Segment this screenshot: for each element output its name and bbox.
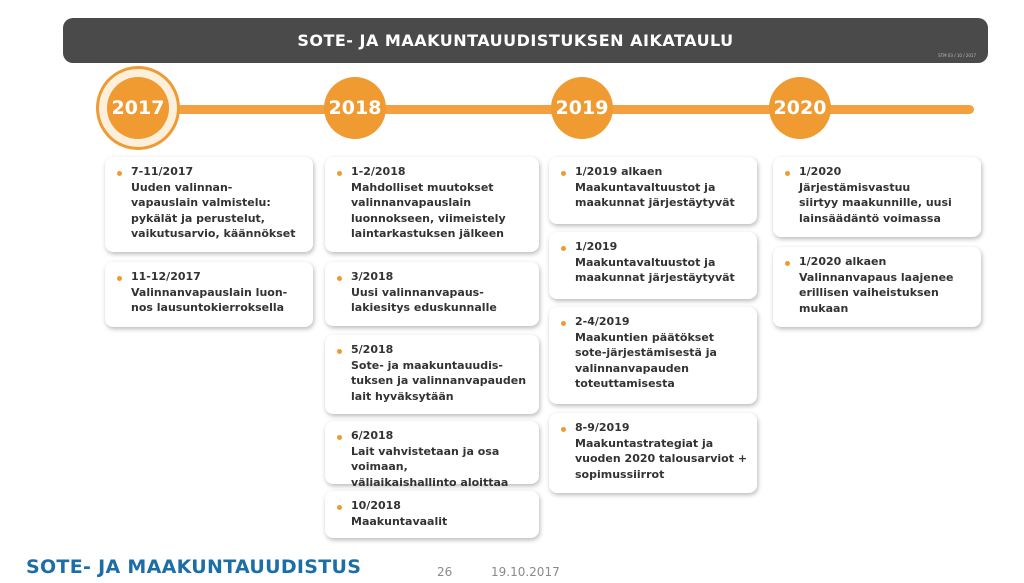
card-text: 11-12/2017 Valinnanvapauslain luon- nos lausuntokierroksella (131, 270, 288, 314)
card-text: 8-9/2019 Maakuntastrategiat ja vuoden 2020 talousarviot + sopimussiirrot (575, 421, 748, 481)
bullet-icon (117, 276, 122, 281)
timeline-card (549, 232, 757, 299)
year-circle-2019: 2019 (551, 77, 613, 139)
bullet-icon (561, 171, 566, 176)
bullet-icon (561, 427, 566, 432)
card-text: 10/2018 Maakuntavaalit (351, 499, 448, 528)
bullet-icon (785, 261, 790, 266)
year-circle-2020: 2020 (769, 77, 831, 139)
card-text: 3/2018 Uusi valinnanvapaus- lakiesitys eduskunnalle (351, 270, 497, 314)
card-text: 1-2/2018 Mahdolliset muutokset valinnanvapauslain luonnokseen, viimeistely laintarkastuksen jälkeen (351, 165, 506, 240)
timeline-card (325, 335, 539, 414)
timeline-card (773, 157, 981, 237)
bullet-icon (561, 321, 566, 326)
timeline-card (325, 157, 539, 252)
timeline-card (325, 491, 539, 538)
slide-title: SOTE- JA MAAKUNTAUUDISTUKSEN AIKATAULU (297, 31, 734, 50)
card-text: 1/2019 Maakuntavaltuustot ja maakunnat järjestäytyvät (575, 240, 735, 284)
timeline-card (105, 157, 313, 252)
timeline-card (773, 247, 981, 327)
timeline-card (549, 157, 757, 224)
year-circle-2018: 2018 (324, 77, 386, 139)
timeline-card (549, 307, 757, 404)
timeline-card (549, 413, 757, 493)
bullet-icon (337, 171, 342, 176)
footer-brand: SOTE- JA MAAKUNTAUUDISTUS (26, 556, 362, 578)
bullet-icon (337, 276, 342, 281)
card-text: 1/2020 Järjestämisvastuu siirtyy maakunnille, uusi lainsäädäntö voimassa (799, 165, 952, 225)
bullet-icon (337, 505, 342, 510)
timeline-card (325, 262, 539, 326)
timeline-card (105, 262, 313, 327)
timeline-card (325, 421, 539, 489)
card-text: 7-11/2017 Uuden valinnan- vapauslain valmistelu: pykälät ja perustelut, vaikutusarvio, käännökset (131, 165, 296, 240)
title-bar (63, 18, 988, 63)
bullet-icon (337, 349, 342, 354)
card-text: 6/2018 Lait vahvistetaan ja osa voimaan, väliaikaishallinto aloittaa (351, 429, 509, 489)
year-circle-2017: 2017 (107, 77, 169, 139)
card-text: 5/2018 Sote- ja maakuntauudis- tuksen ja valinnanvapauden lait hyväksytään (351, 343, 527, 403)
page-number: 26 (437, 565, 453, 579)
bullet-icon (785, 171, 790, 176)
card-text: 2-4/2019 Maakuntien päätökset sote-järjestämisestä ja valinnanvapauden toteuttamisesta (575, 315, 717, 390)
title-code: STM 03 / 10 / 2017 (938, 53, 976, 58)
footer-date: 19.10.2017 (491, 565, 560, 579)
bullet-icon (561, 246, 566, 251)
bullet-icon (117, 171, 122, 176)
card-text: 1/2019 alkaen Maakuntavaltuustot ja maakunnat järjestäytyvät (575, 165, 735, 209)
card-text: 1/2020 alkaen Valinnanvapaus laajenee erillisen vaiheistuksen mukaan (799, 255, 954, 315)
bullet-icon (337, 435, 342, 440)
